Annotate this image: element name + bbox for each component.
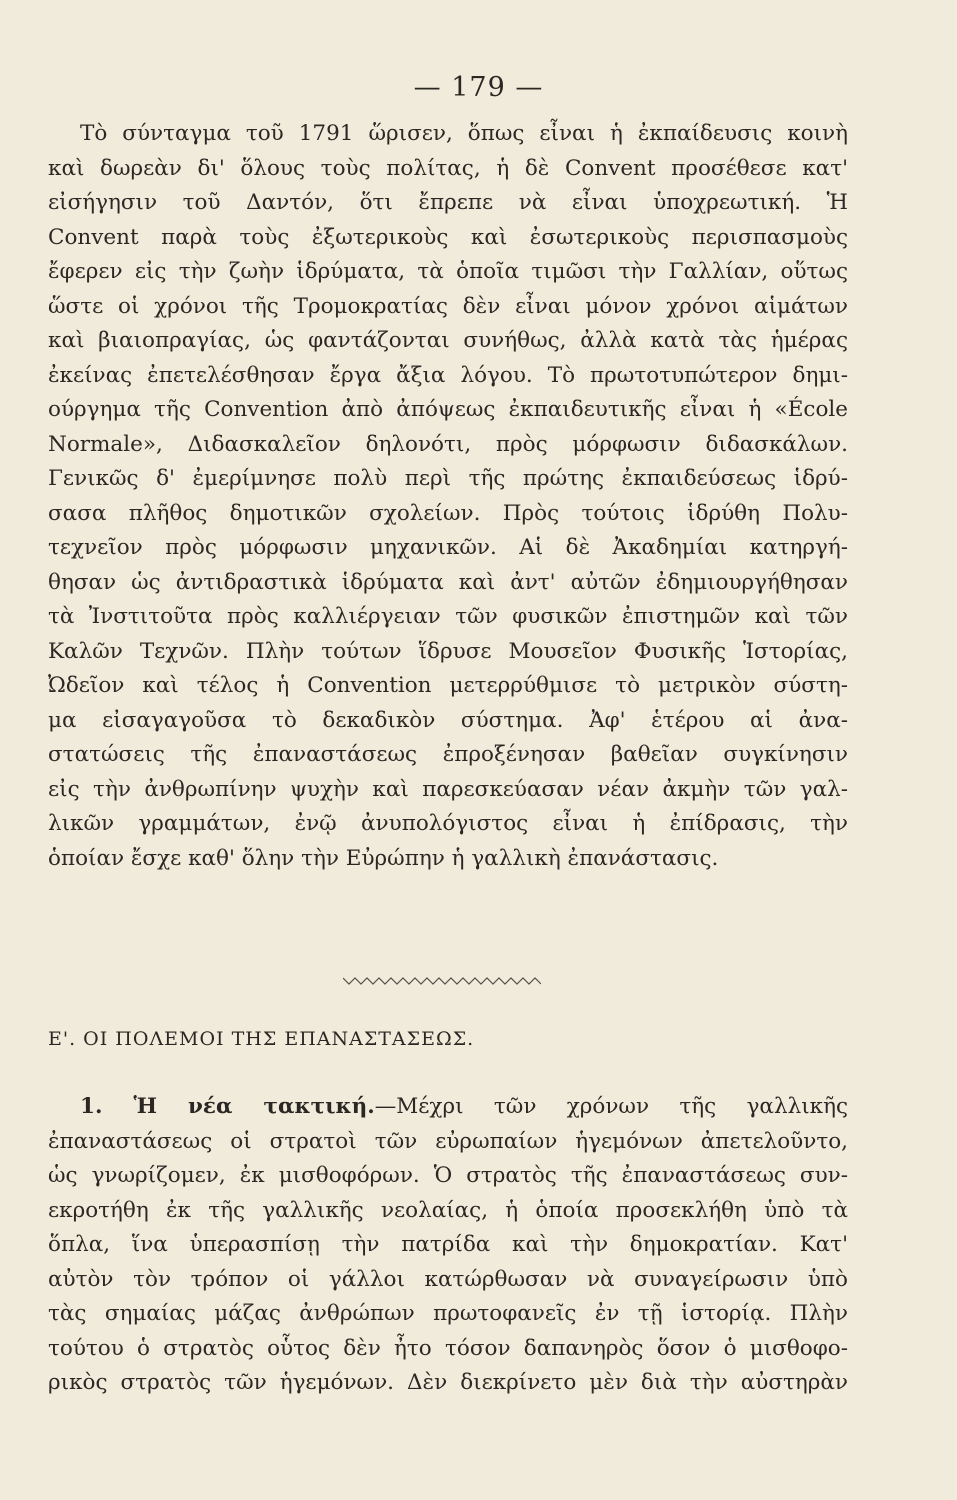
text-line: ούργημα τῆς Convention ἀπὸ ἀπόψεως ἐκπαιδευτικῆς εἶναι ἡ «École: [48, 397, 848, 422]
text-line: καὶ δωρεὰν δι' ὅλους τοὺς πολίτας, ἡ δὲ Convent προσέθεσε κατ': [48, 155, 848, 181]
paragraph-new-tactics: [48, 1090, 848, 1401]
text-line: εκροτήθη ἐκ τῆς γαλλικῆς νεολαίας, ἡ ὁποία προσεκλήθη ὑπὸ τὰ: [48, 1197, 848, 1223]
text-line: ἐπαναστάσεως οἱ στρατοὶ τῶν εὐρωπαίων ἡγεμόνων ἀπετελοῦντο,: [48, 1128, 848, 1154]
text-line: λικῶν γραμμάτων, ἐνῷ ἀνυπολόγιστος εἶναι ἡ ἐπίδρασις, τὴν: [48, 811, 848, 836]
text-line: ὁποίαν ἔσχε καθ' ὅλην τὴν Εὐρώπην ἡ γαλλικὴ ἐπανάστασις.: [48, 845, 719, 871]
text-line: τούτου ὁ στρατὸς οὗτος δὲν ἦτο τόσον δαπανηρὸς ὅσον ὁ μισθοφο-: [48, 1335, 848, 1361]
text-line: Τὸ σύνταγμα τοῦ 1791 ὥρισεν, ὅπως εἶναι ἡ ἐκπαίδευσις κοινὴ: [80, 121, 848, 146]
text-line: [48, 1090, 848, 1125]
text-line: Γενικῶς δ' ἐμερίμνησε πολὺ περὶ τῆς πρώτης ἐκπαιδεύσεως ἱδρύ-: [48, 466, 848, 491]
text-line: Convent παρὰ τοὺς ἐξωτερικοὺς καὶ ἐσωτερικοὺς περισπασμοὺς: [48, 224, 848, 250]
text-line: ὅπλα, ἵνα ὑπερασπίσῃ τὴν πατρίδα καὶ τὴν δημοκρατίαν. Κατ': [48, 1232, 848, 1257]
text-line: ἔφερεν εἰς τὴν ζωὴν ἱδρύματα, τὰ ὁποῖα τιμῶσι τὴν Γαλλίαν, οὕτως: [48, 259, 848, 284]
text-line: Normale», Διδασκαλεῖον δηλονότι, πρὸς μόρφωσιν διδασκάλων.: [48, 431, 848, 457]
text-line: τὰ Ἰνστιτοῦτα πρὸς καλλιέργειαν τῶν φυσικῶν ἐπιστημῶν καὶ τῶν: [48, 604, 848, 629]
text-line: ρικὸς στρατὸς τῶν ἡγεμόνων. Δὲν διεκρίνετο μὲν διὰ τὴν αὐστηρὰν: [48, 1370, 848, 1395]
text-line: σασα πλῆθος δημοτικῶν σχολείων. Πρὸς τούτοις ἱδρύθη Πολυ-: [48, 500, 848, 526]
page-number: — 179 —: [413, 72, 544, 103]
text-line: εἰς τὴν ἀνθρωπίνην ψυχὴν καὶ παρεσκεύασαν νέαν ἀκμὴν τῶν γαλ-: [48, 776, 848, 802]
text-line: καὶ βιαιοπραγίας, ὡς φαντάζονται συνήθως, ἀλλὰ κατὰ τὰς ἡμέρας: [48, 328, 848, 353]
text-line: εἰσήγησιν τοῦ Δαντόν, ὅτι ἔπρεπε νὰ εἶναι ὑποχρεωτική. Ἡ: [48, 190, 848, 215]
text-line: Καλῶν Τεχνῶν. Πλὴν τούτων ἵδρυσε Μουσεῖον Φυσικῆς Ἱστορίας,: [48, 638, 848, 664]
text-line: τὰς σημαίας μάζας ἀνθρώπων πρωτοφανεῖς ἐν τῇ ἱστορίᾳ. Πλὴν: [48, 1301, 848, 1326]
text-line: Ὠδεῖον καὶ τέλος ἡ Convention μετερρύθμισε τὸ μετρικὸν σύστη-: [48, 673, 848, 698]
paragraph-education: [48, 117, 848, 876]
first-line-rest: —Μέχρι τῶν χρόνων τῆς γαλλικῆς: [374, 1094, 848, 1119]
text-line: τεχνεῖον πρὸς μόρφωσιν μηχανικῶν. Αἱ δὲ Ἀκαδημίαι κατηργή-: [48, 535, 848, 560]
separator-ornament: [343, 975, 541, 987]
text-line: ὥστε οἱ χρόνοι τῆς Τρομοκρατίας δὲν εἶναι μόνον χρόνοι αἱμάτων: [48, 293, 848, 319]
section-heading: Ε'. ΟΙ ΠΟΛΕΜΟΙ ΤΗΣ ΕΠΑΝΑΣΤΑΣΕΩΣ.: [48, 1028, 475, 1050]
subsection-lead: 1. Ἡ νέα τακτική.: [80, 1094, 375, 1119]
text-line: θησαν ὡς ἀντιδραστικὰ ἱδρύματα καὶ ἀντ' αὐτῶν ἐδημιουργήθησαν: [48, 569, 848, 595]
text-line: μα εἰσαγαγοῦσα τὸ δεκαδικὸν σύστημα. Ἀφ' ἑτέρου αἱ ἀνα-: [48, 707, 848, 733]
text-line: στατώσεις τῆς ἐπαναστάσεως ἐπροξένησαν βαθεῖαν συγκίνησιν: [48, 742, 848, 767]
text-line: αὐτὸν τὸν τρόπον οἱ γάλλοι κατώρθωσαν νὰ συναγείρωσιν ὑπὸ: [48, 1266, 848, 1292]
text-line: ἐκείνας ἐπετελέσθησαν ἔργα ἄξια λόγου. Τὸ πρωτοτυπώτερον δημι-: [48, 362, 848, 388]
text-line: ὡς γνωρίζομεν, ἐκ μισθοφόρων. Ὁ στρατὸς τῆς ἐπαναστάσεως συν-: [48, 1163, 848, 1188]
